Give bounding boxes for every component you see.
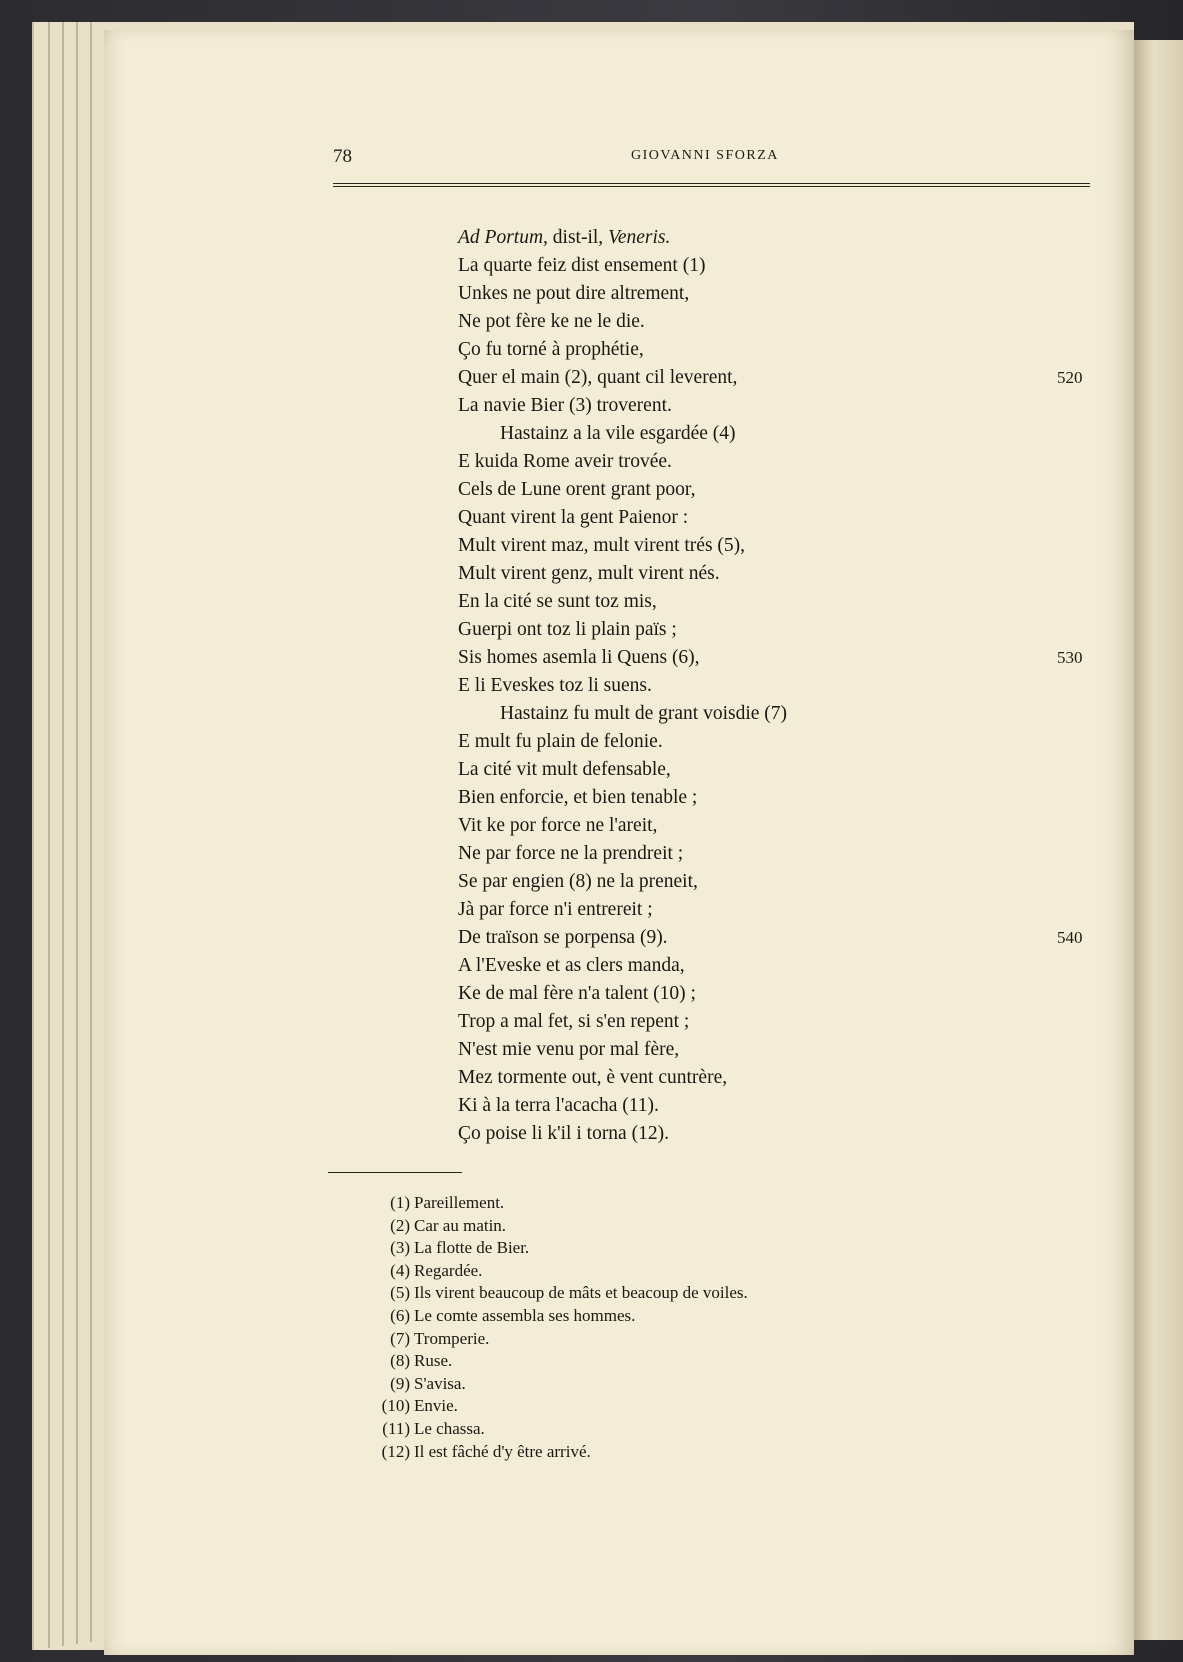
footnote (368, 1282, 888, 1305)
verse-line: Bien enforcie, et bien tenable ; (458, 787, 698, 808)
facing-page-edge (1134, 40, 1183, 1640)
page-number: 78 (333, 146, 352, 167)
verse-line: De traïson se porpensa (9). (458, 927, 668, 948)
footnote-number: (5) (390, 1283, 410, 1303)
verse-line: Ne par force ne la prendreit ; (458, 843, 684, 864)
footnote-text: Ils virent beaucoup de mâts et beacoup de voiles. (414, 1283, 748, 1303)
footnote-number: (7) (390, 1328, 410, 1348)
footnote-number: (11) (382, 1418, 410, 1438)
line-number: 520 (1057, 368, 1083, 387)
footnote-number: (1) (390, 1193, 410, 1212)
footnote (368, 1215, 888, 1238)
verse-line: N'est mie venu por mal fère, (458, 1039, 680, 1060)
verse-line: La navie Bier (3) troverent. (458, 395, 672, 416)
footnote (368, 1350, 888, 1373)
footnote-number: (3) (390, 1238, 410, 1258)
page-edge-line (90, 22, 92, 1642)
footnote-text: Ruse. (414, 1351, 453, 1371)
footnote-text: La flotte de Bier. (414, 1238, 530, 1258)
page-edge-line (48, 22, 50, 1648)
verse-line: Mult virent genz, mult virent nés. (458, 563, 720, 584)
page-edge-line (62, 22, 64, 1646)
verse-line: Hastainz fu mult de grant voisdie (7) (500, 703, 788, 724)
footnote-text: Le chassa. (414, 1418, 485, 1438)
footnote-number: (4) (390, 1260, 410, 1280)
verse-line: Ço poise li k'il i torna (12). (458, 1123, 669, 1144)
verse-line: La cité vit mult defensable, (458, 759, 671, 780)
footnote-text: Tromperie. (414, 1328, 490, 1348)
page-header (333, 146, 1090, 172)
footnote (368, 1305, 888, 1328)
verse-line: Unkes ne pout dire altrement, (458, 283, 690, 304)
verse-block (458, 224, 958, 1148)
footnote-text: Car au matin. (414, 1215, 507, 1235)
verse-line: Quant virent la gent Paienor : (458, 507, 689, 528)
footnote-separator (328, 1172, 462, 1173)
verse-line: Ne pot fère ke ne le die. (458, 311, 645, 332)
footnote-text: Envie. (414, 1396, 458, 1416)
footnote-text: Regardée. (414, 1260, 483, 1280)
verse-line: Mult virent maz, mult virent trés (5), (458, 535, 746, 556)
footnote (368, 1441, 888, 1464)
verse-line: Guerpi ont toz li plain païs ; (458, 619, 677, 640)
footnote (368, 1237, 888, 1260)
footnote-number: (10) (381, 1396, 410, 1416)
footnote-number: (6) (390, 1305, 410, 1325)
verse-line: Cels de Lune orent grant poor, (458, 479, 696, 500)
footnote-text: Pareillement. (414, 1193, 505, 1212)
line-number: 540 (1057, 928, 1083, 947)
footnote-text: Il est fâché d'y être arrivé. (414, 1441, 591, 1461)
footnote-number: (9) (390, 1373, 410, 1393)
running-title: GIOVANNI SFORZA (631, 148, 779, 163)
footnote (368, 1260, 888, 1283)
footnote (368, 1192, 888, 1215)
verse-line: Trop a mal fet, si s'en repent ; (458, 1011, 690, 1032)
verse-line: A l'Eveske et as clers manda, (458, 955, 685, 976)
header-rule-top (333, 183, 1090, 184)
verse-line: En la cité se sunt toz mis, (458, 591, 657, 612)
verse-line: Vit ke por force ne l'areit, (458, 815, 658, 836)
footnote (368, 1373, 888, 1396)
footnote-number: (8) (390, 1351, 410, 1371)
footnote-number: (12) (381, 1441, 410, 1461)
verse-line: E mult fu plain de felonie. (458, 731, 663, 752)
footnote (368, 1395, 888, 1418)
verse-line: Quer el main (2), quant cil leverent, (458, 367, 738, 388)
footnote (368, 1328, 888, 1351)
verse-line: Jà par force n'i entrereit ; (458, 899, 653, 920)
footnotes-block (368, 1192, 888, 1463)
footnote-text: S'avisa. (414, 1373, 466, 1393)
verse-line: Ki à la terra l'acacha (11). (458, 1095, 659, 1116)
footnote-text: Le comte assembla ses hommes. (414, 1305, 636, 1325)
verse-line: Hastainz a la vile esgardée (4) (500, 423, 736, 444)
line-number: 530 (1057, 648, 1083, 667)
verse-line: Mez tormente out, è vent cuntrère, (458, 1067, 728, 1088)
verse-line: La quarte feiz dist ensement (1) (458, 255, 706, 276)
verse-line: Se par engien (8) ne la preneit, (458, 871, 698, 892)
verse-line: E li Eveskes toz li suens. (458, 675, 652, 696)
verse-line: Ço fu torné à prophétie, (458, 339, 644, 360)
page-edge-line (76, 22, 78, 1644)
verse-line: Sis homes asemla li Quens (6), (458, 647, 700, 668)
verse-line: Ad Portum, dist-il, Veneris. (458, 227, 671, 248)
footnote-number: (2) (390, 1215, 410, 1235)
header-rule-bottom (333, 186, 1090, 187)
footnote (368, 1418, 888, 1441)
verse-line: E kuida Rome aveir trovée. (458, 451, 672, 472)
verse-line: Ke de mal fère n'a talent (10) ; (458, 983, 696, 1004)
